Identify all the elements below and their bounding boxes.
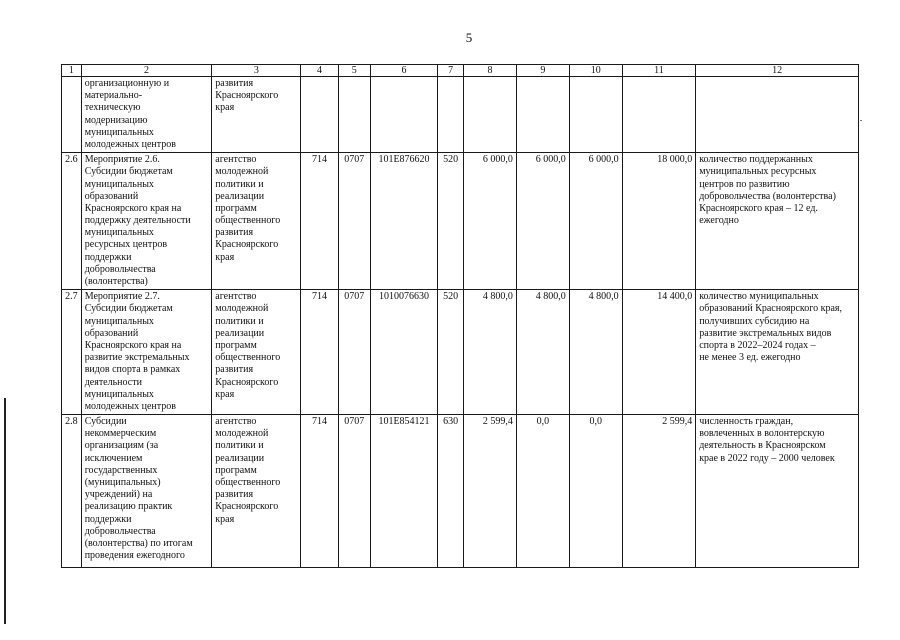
amount-2022: 4 800,0 [464, 290, 517, 415]
measure-name: организационную и материально- техническую модернизацию муниципальных молодежных центров [81, 77, 212, 153]
amount-total: 18 000,0 [622, 153, 696, 290]
budget-table [61, 64, 859, 568]
scan-speck [860, 120, 862, 121]
table-row [62, 290, 859, 415]
expected-result: количество муниципальных образований Красноярского края, получивших субсидию на развитие экстремальных видов спорта в 2022–2024 годах – не менее 3 ед. ежегодно [696, 290, 859, 415]
header-cell: 4 [301, 65, 338, 77]
amount-2023: 4 800,0 [516, 290, 569, 415]
section-code: 0707 [338, 290, 370, 415]
target-article-code: 1010076630 [370, 290, 437, 415]
responsible-agency: развития Красноярского края [212, 77, 301, 153]
amount-2023: 6 000,0 [516, 153, 569, 290]
responsible-agency: агентство молодежной политики и реализации программ общественного развития Красноярского края [212, 290, 301, 415]
target-article-code: 101E854121 [370, 415, 437, 568]
amount-total [622, 77, 696, 153]
amount-2022 [464, 77, 517, 153]
header-cell: 11 [622, 65, 696, 77]
header-cell: 3 [212, 65, 301, 77]
row-number: 2.6 [62, 153, 82, 290]
column-number-row [62, 65, 859, 77]
header-cell: 12 [696, 65, 859, 77]
amount-2024: 4 800,0 [569, 290, 622, 415]
responsible-agency: агентство молодежной политики и реализации программ общественного развития Красноярского края [212, 415, 301, 568]
row-number: 2.7 [62, 290, 82, 415]
expense-type-code: 520 [438, 153, 464, 290]
grbs-code: 714 [301, 153, 338, 290]
section-code [338, 77, 370, 153]
grbs-code: 714 [301, 415, 338, 568]
row-number [62, 77, 82, 153]
amount-2023: 0,0 [516, 415, 569, 568]
scan-edge-mark [4, 398, 6, 624]
table-row [62, 415, 859, 568]
table-row [62, 153, 859, 290]
amount-total: 2 599,4 [622, 415, 696, 568]
amount-total: 14 400,0 [622, 290, 696, 415]
amount-2024: 6 000,0 [569, 153, 622, 290]
expense-type-code [438, 77, 464, 153]
page-number: 5 [465, 30, 473, 45]
header-cell: 9 [516, 65, 569, 77]
expense-type-code: 520 [438, 290, 464, 415]
header-cell: 10 [569, 65, 622, 77]
section-code: 0707 [338, 153, 370, 290]
table-row [62, 77, 859, 153]
header-cell: 1 [62, 65, 82, 77]
expense-type-code: 630 [438, 415, 464, 568]
expected-result: численность граждан, вовлеченных в волонтерскую деятельность в Красноярском крае в 2022 году – 2000 человек [696, 415, 859, 568]
amount-2024 [569, 77, 622, 153]
target-article-code [370, 77, 437, 153]
grbs-code: 714 [301, 290, 338, 415]
amount-2023 [516, 77, 569, 153]
grbs-code [301, 77, 338, 153]
measure-name: Мероприятие 2.6. Субсидии бюджетам муниципальных образований Красноярского края на поддержку деятельности муниципальных ресурсных центров поддержки добровольчества (волонтерства) [81, 153, 212, 290]
expected-result: количество поддержанных муниципальных ресурсных центров по развитию добровольчества (волонтерства) Красноярского края – 12 ед. ежегодно [696, 153, 859, 290]
amount-2022: 2 599,4 [464, 415, 517, 568]
section-code: 0707 [338, 415, 370, 568]
header-cell: 2 [81, 65, 212, 77]
responsible-agency: агентство молодежной политики и реализации программ общественного развития Красноярского края [212, 153, 301, 290]
amount-2024: 0,0 [569, 415, 622, 568]
header-cell: 6 [370, 65, 437, 77]
measure-name: Мероприятие 2.7. Субсидии бюджетам муниципальных образований Красноярского края на развитие экстремальных видов спорта в рамках деятельности муниципальных молодежных центров [81, 290, 212, 415]
header-cell: 5 [338, 65, 370, 77]
row-number: 2.8 [62, 415, 82, 568]
measure-name: Субсидии некоммерческим организациям (за исключением государственных (муниципальных) учреждений) на реализацию практик поддержки добровольчества (волонтерства) по итогам проведения ежегодного [81, 415, 212, 568]
header-cell: 7 [438, 65, 464, 77]
header-cell: 8 [464, 65, 517, 77]
amount-2022: 6 000,0 [464, 153, 517, 290]
expected-result [696, 77, 859, 153]
target-article-code: 101E876620 [370, 153, 437, 290]
